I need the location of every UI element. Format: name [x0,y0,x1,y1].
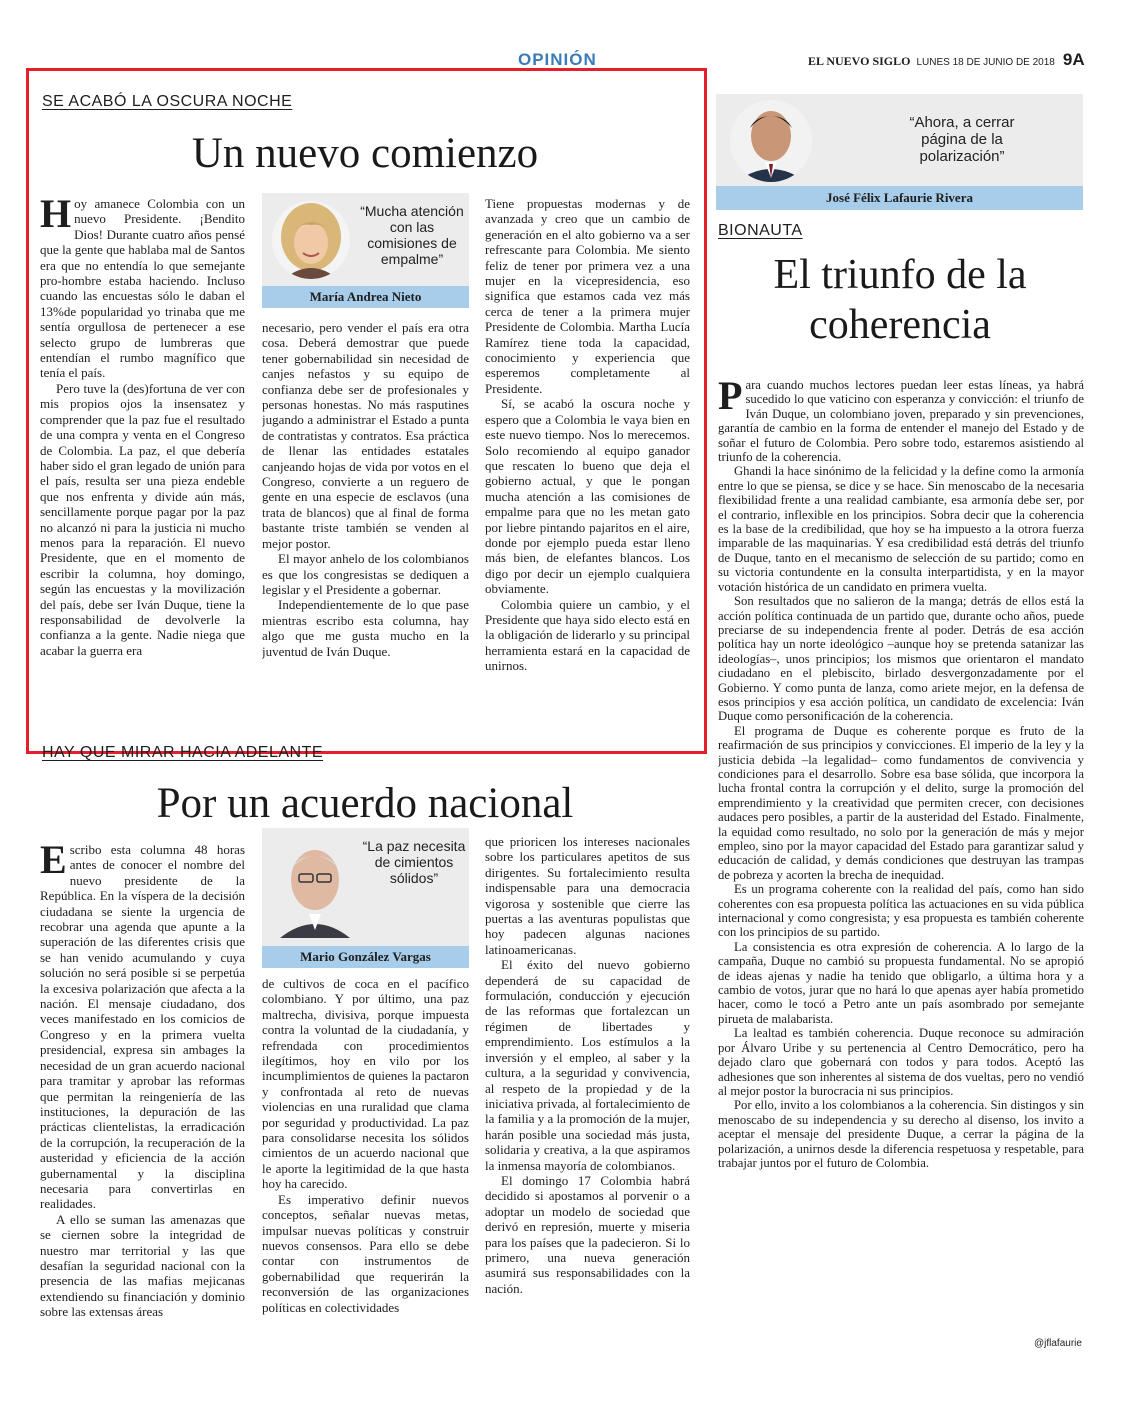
article-paragraph: Es imperativo definir nuevos conceptos, señalar nuevas metas, impulsar nuevas políticas y construir nuevos consensos. Para ello se debe contar con instrumentos de gobernabilidad que requerirán la reconversión de las organizaciones políticas en colectividades [262,1191,469,1315]
article-paragraph: de cultivos de coca en el pacífico colombiano. Y por último, una paz maltrecha, divisiva, porque impuesta contra la voluntad de la ciudadanía, y refrendada con procedimientos ilegítimos, hoy en vilo por los incumplimientos de quienes la pactaron y confrontada al reto de nuevas violencias en una ruralidad que clama por seguridad y productividad. La paz para consolidarse necesita los sólidos cimientos de un acuerdo nacional que le aporte la legitimidad de la que hasta hoy ha carecido. [262,976,469,1192]
author-name: José Félix Lafaurie Rivera [716,186,1083,210]
article-paragraph: necesario, pero vender el país era otra cosa. Deberá demostrar que puede tener gobernabilidad sin necesidad de canjes nefastos y su equipo de confianza debe ser de profesionales y personas honestas. No más rasputines jugando a administrar el Estado a punta de contratistas y contratos. Esa práctica de llenar las entidades estatales canjeando hojas de vida por votos en el Congreso, convierte a un reguero de gente en una especie de esclavos (una trata de blancos) que al final de forma bastante triste también se venden al mejor postor. [262,320,469,551]
article-paragraph: Pero tuve la (des)fortuna de ver con mis propios ojos la insensatez y comprender que la paz fue el resultado de una compra y venta en el Congreso de Colombia. La paz, el que debería haber sido el gran legado de unión para el país, resulta ser una pieza endeble que nos enfrenta y divide aún más, sencillamente porque pagar por la paz no alcanzó ni para la justicia ni mucho menos para la reparación. El nuevo Presidente, que en el momento de escribir la columna, hoy domingo, según las encuestas y la movilización del país, debe ser Iván Duque, tiene la responsabilidad de devolverle la confianza a la gente. Nadie niega que acabar la guerra era [40,380,245,658]
article-paragraph: Para cuando muchos lectores puedan leer estas líneas, ya habrá sucedido lo que vaticino con esperanza y convicción: el triunfo de Iván Duque, un colombiano joven, preparado y sin prevenciones, garantía de cambio en la forma de entender el manejo del Estado y de soñar el futuro de Colombia. Pero sobre todo, estaremos asistiendo al triunfo de la coherencia. [718,378,1084,465]
masthead [808,50,1090,70]
article1-kicker: SE ACABÓ LA OSCURA NOCHE [42,93,293,110]
publication-date: LUNES 18 DE JUNIO DE 2018 [916,57,1055,68]
article-paragraph: A ello se suman las amenazas que se ciernen sobre la integridad de nuestro mar territorial y las que desafían la seguridad nacional con la presencia de las mafias mejicanas extendiendo su financiación y dominio sobre las extensas áreas [40,1211,245,1320]
twitter-handle: @jflafaurie [1034,1338,1082,1349]
article-paragraph: Tiene propuestas modernas y de avanzada y creo que un cambio de generación en el alto gobierno va a ser refrescante para Colombia. Me siento feliz de tener por primera vez a una mujer en la vicepresidencia, eso significa que estamos cada vez más cerca de tener a la primera mujer Presidente de Colombia. Martha Lucía Ramírez tiene toda la capacidad, conocimiento y experiencia que esperemos completamente al Presidente. [485,196,690,396]
article-paragraph: Por ello, invito a los colombianos a la coherencia. Sin distingos y sin menoscabo de su independencia y su derecho al disenso, los invito a aceptar el mensaje del presidente Duque, a cerrar la página de la polarización, a unirnos desde la diferencia respetuosa y respetable, para trabajar juntos por el futuro de Colombia. [718,1098,1084,1170]
article2-column-3 [485,834,690,1352]
page-number: 9A [1062,50,1085,69]
author-photo [272,838,358,938]
author-name: Mario González Vargas [262,946,469,968]
article2-headline: Por un acuerdo nacional [156,780,574,827]
article3-body [718,378,1084,1338]
article-paragraph: Independientemente de lo que pase mientras escribo esta columna, hay algo que me gusta mucho en la juventud de Iván Duque. [262,597,469,659]
article-paragraph: que prioricen los intereses nacionales sobre los particulares apetitos de sus dirigentes. Su fortalecimiento resulta indispensable para una democracia vigorosa y sostenible que cierre las puertas a las aventuras populistas que hoy padecen algunas naciones latinoamericanas. [485,834,690,957]
dropcap: P [718,378,743,418]
article2-column-2 [262,976,469,1352]
article-paragraph: Sí, se acabó la oscura noche y espero que a Colombia le vaya bien en este nuevo tiempo. Nos lo merecemos. Solo recomiendo al equipo ganador que rescaten lo bueno que deja el gobierno actual, y que le pongan mucha atención a las comisiones de empalme para que no les metan gato por liebre pintando pajaritos en el aire, donde por ejemplo pueda estar lleno más bien, de elefantes blancos. Los digo por decir un ejemplo cualquiera obviamente. [485,396,690,597]
pull-quote: “La paz necesita de cimientos sólidos” [362,838,466,886]
article2-kicker: HAY QUE MIRAR HACIA ADELANTE [42,744,324,761]
author-name: María Andrea Nieto [262,286,469,308]
article-paragraph: Es un programa coherente con la realidad del país, como han sido coherentes con esa propuesta política las actuaciones en su vida pública internacional y como congresista; y esa propuesta es también coherente con los principios de su partido. [718,882,1084,940]
article2-quote-box [262,828,469,968]
author-photo [730,100,812,182]
article-paragraph: La lealtad es también coherencia. Duque reconoce su admiración por Álvaro Uribe y su pertenencia al Centro Democrático, pero ha dejado claro que gobernará con todos y para todos. Aceptó las adhesiones que son inherentes al sistema de dos vueltas, pero no vendió al mejor postor la burocracia ni sus principios. [718,1026,1084,1098]
article-paragraph: El éxito del nuevo gobierno dependerá de su capacidad de formulación, conducción y ejecución de las reformas que fortalezcan un régimen de libertades y emprendimiento. Los estímulos a la inversión y el empleo, al saber y la cultura, a la seguridad y convivencia, al respeto de la propiedad y de la iniciativa privada, al fortalecimiento de la familia y a la promoción de la mujer, harán posible una sociedad más justa, solidaria y creativa, a la que aspiramos la inmensa mayoría de colombianos. [485,957,690,1173]
dropcap: E [40,842,67,882]
pull-quote: “Ahora, a cerrar página de la polarización” [909,114,1015,165]
article-paragraph: La consistencia es otra expresión de coherencia. A lo largo de la campaña, Duque no cambió su propuesta fundamental. No se apropió de ideas ajenas y nadie ha tenido que obligarlo, a última hora y a cambio de votos, jurar que no hará lo que apenas ayer había prometido hacer, como le tocó a Petro ante un país asombrado por semejante pirueta de malabarista. [718,939,1084,1026]
article1-headline: Un nuevo comienzo [191,130,539,177]
article-paragraph: Colombia quiere un cambio, y el Presidente que haya sido electo está en la obligación de liderarlo y su principal herramienta estará en la capacidad de unirnos. [485,596,690,674]
article3-kicker: BIONAUTA [718,222,803,239]
selection-highlight [26,68,707,754]
article-paragraph: Escribo esta columna 48 horas antes de conocer el nombre del nuevo presidente de la República. En la víspera de la decisión ciudadana se siente la urgencia de recobrar una agenda que apunte a la superación de las diferentes crisis que se han venido acumulando y cuya solución no será posible si se perpetúa la excesiva polarización que afecta a la nación. El mensaje ciudadano, dos veces manifestado en los comicios de Congreso y en la primera vuelta presidencial, expresa sin ambages la necesidad de un gran acuerdo nacional para tramitar y aprobar las reformas que permitan la reingeniería de las instituciones, la depuración de las prácticas clientelistas, la erradicación de la corrupción, la recuperación de la austeridad y eficiencia de la acción gubernamental y la disciplina necesaria para convertirlas en realidades. [40,842,245,1212]
dropcap: H [40,196,72,236]
section-title: OPINIÓN [518,50,597,69]
article3-quote-box [716,94,1083,210]
newspaper-name: EL NUEVO SIGLO [808,54,911,68]
article-paragraph: Ghandi la hace sinónimo de la felicidad y la define como la armonía entre lo que se piensa, se dice y se hace. Sin menoscabo de la necesaria flexibilidad frente a una realidad cambiante, esa armonía debe ser, por el contrario, inflexible en los principios. Sobra decir que la coherencia es la base de la credibilidad, que hoy se ha impuesto a la otrora fuerza imparable de las maquinarias. Y esa credibilidad está detrás del triunfo de Duque, tanto en el mecanismo de selección de su partido; como en su victoria contundente en la consulta interpartidista, y en la mayor votación histórica de un candidato en primera vuelta. [718,464,1084,594]
article2-column-1 [40,842,245,1352]
pull-quote: “Mucha atención con las comisiones de empalme” [360,203,464,267]
article-paragraph: Son resultados que no salieron de la manga; detrás de ellos está la acción política continuada de un partido que, durante ocho años, puede preciarse de su independencia frente al poder. Detrás de esa acción política hay un norte ideológico –aunque hoy se pretenda satanizar las ideologías–, unos principios; los mismos que orientaron el mandato ciudadano en el plebiscito, birlado desvergonzadamente por el Gobierno. Y como punta de lanza, como ariete mejor, en la defensa de esos principios y esa acción política, un candidato de excelencia: Iván Duque como personificación de la coherencia. [718,594,1084,724]
article-paragraph: El domingo 17 Colombia habrá decidido si apostamos al porvenir o a adoptar un modelo de sociedad que derivó en represión, muerte y miseria para los países que la padecieron. Si lo primero, una nueva generación asumirá sus responsabilidades con la nación. [485,1172,690,1296]
article-paragraph: El programa de Duque es coherente porque es fruto de la reafirmación de sus principios y convicciones. El imperio de la ley y la justicia debida –la legalidad– como fundamentos de convivencia y condiciones para el desarrollo. Sobre esa base sólida, que incorpora la lucha frontal contra la corrupción y el delito, surge la promoción del emprendimiento y la creatividad que permiten crecer, con decisiones audaces pero posibles, a partir de la austeridad del Estado. Finalmente, la equidad como resultado, no solo por la generación de más y mejor empleo, sino por la mayor capacidad del Estado para garantizar salud y educación de calidad, y demás condiciones que destruyan las trampas de pobreza y acorten la brecha de inequidad. [718,723,1084,882]
article-paragraph: El mayor anhelo de los colombianos es que los congresistas se dediquen a legislar y el Presidente a gobernar. [262,551,469,597]
article3-headline: El triunfo de la coherencia [773,252,1027,348]
article-paragraph: Hoy amanece Colombia con un nuevo Presidente. ¡Bendito Dios! Durante cuatro años pensé que la gente que hablaba mal de Santos era que no entendía lo que semejante pro-hombre estaba haciendo. Incluso cuando las encuestas sólo le daban el 13%de popularidad yo trinaba que me sentía orgullosa de pertenecer a ese selecto grupo de lumbreras que entendían el rumbo magnífico que tenía el país. [40,196,245,381]
